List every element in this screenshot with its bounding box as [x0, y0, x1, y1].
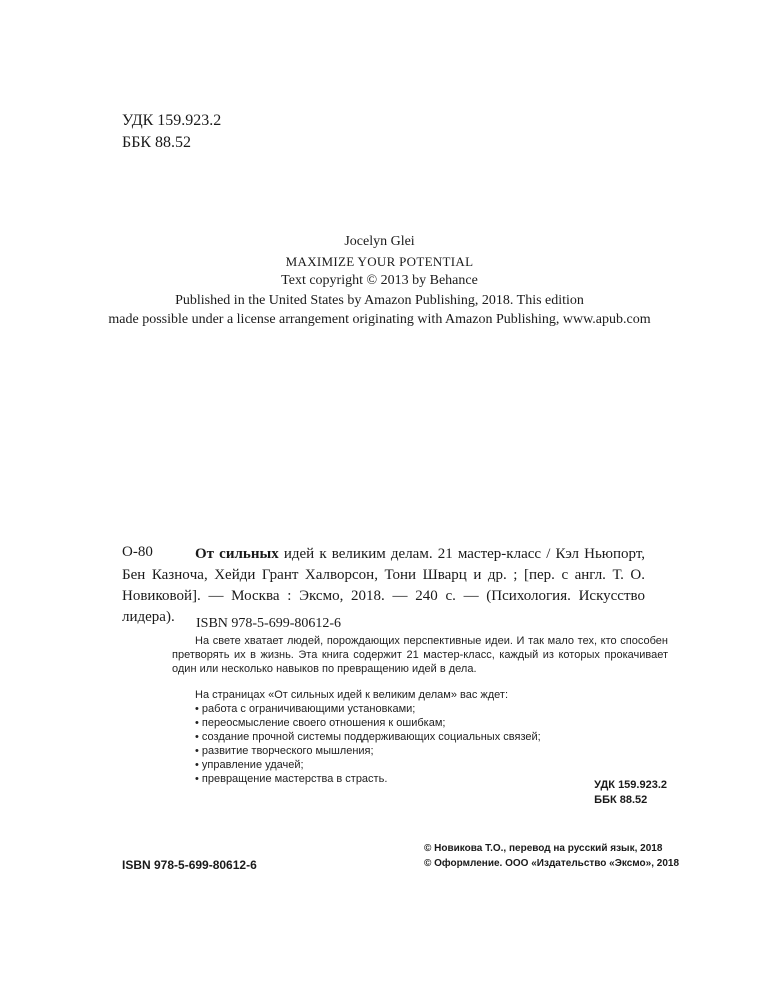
classification-bottom — [594, 778, 667, 808]
original-title: MAXIMIZE YOUR POTENTIAL — [285, 253, 474, 269]
publisher-line-2: made possible under a license arrangement originating with Amazon Publishing, www.apub.com — [108, 312, 651, 327]
original-author: Jocelyn Glei — [344, 234, 415, 249]
list-item: • создание прочной системы поддерживающих социальных связей; — [195, 731, 541, 743]
design-copyright: © Оформление. ООО «Издательство «Эксмо», 2018 — [424, 858, 680, 869]
bbk-code-bottom: ББК 88.52 — [594, 794, 648, 806]
publisher-line-1: Published in the United States by Amazon Publishing, 2018. This edition — [175, 292, 584, 308]
list-item: • превращение мастерства в страсть. — [195, 773, 388, 785]
isbn-bottom: ISBN 978-5-699-80612-6 — [122, 858, 257, 872]
copyright-notices — [424, 841, 679, 871]
author-code: О-80 — [122, 544, 153, 560]
annotation-paragraph: На свете хватает людей, порождающих перспективные идеи. И так мало тех, кто способен претворять их в жизнь. Эта книга содержит 21 мастер-класс, каждый из которых прокачивает один или несколько навыков по превращению идей в дела. — [172, 635, 668, 675]
translation-copyright: © Новикова Т.О., перевод на русский язык, 2018 — [424, 843, 663, 854]
book-description: идей к великим делам. 21 мастер-класс / Кэл Ньюпорт, Бен Казнoча, Хейди Грант Халворсон, Тони Шварц и др. ; [пер. с англ. Т. О. Новиковой]. — Москва : Эксмо, 2018. — 240 с. — (Психология. Искусство лидера). — [122, 546, 646, 625]
list-item: • переосмысление своего отношения к ошибкам; — [195, 717, 446, 729]
annotation — [172, 634, 668, 786]
udk-code-bottom: УДК 159.923.2 — [594, 779, 667, 791]
original-edition-info — [0, 232, 759, 330]
original-copyright: Text copyright © 2013 by Behance — [281, 273, 478, 288]
bbk-code: ББК 88.52 — [122, 134, 192, 151]
classification-top — [122, 110, 221, 154]
list-item: • развитие творческого мышления; — [195, 745, 374, 757]
annotation-list — [172, 702, 668, 786]
list-item: • управление удачей; — [195, 759, 304, 771]
list-item: • работа с ограничивающими установками; — [195, 703, 416, 715]
annotation-lead: На страницах «От сильных идей к великим делам» вас ждет: — [195, 689, 509, 701]
book-title-bold: От сильных — [195, 546, 279, 562]
isbn-record: ISBN 978-5-699-80612-6 — [196, 616, 342, 631]
udk-code: УДК 159.923.2 — [122, 112, 222, 129]
